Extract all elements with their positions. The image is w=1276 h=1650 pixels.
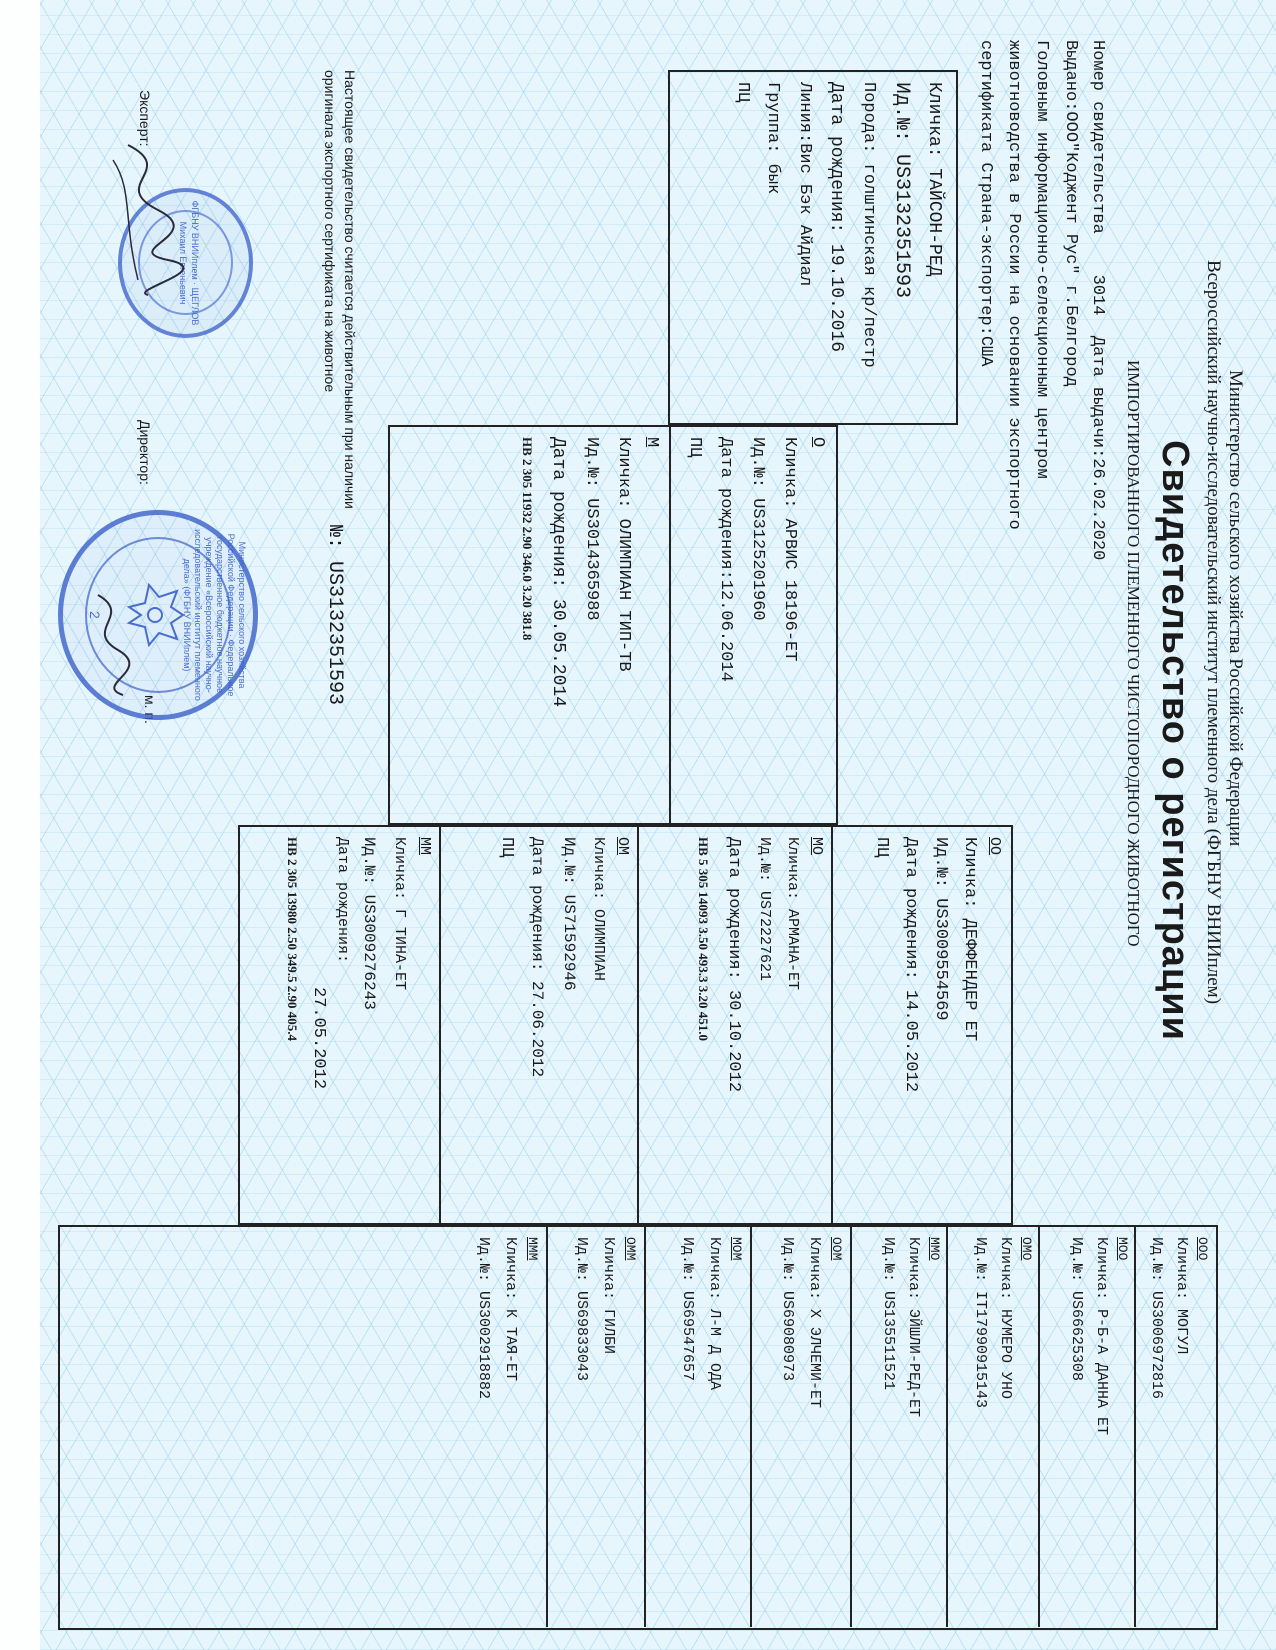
body-line-3: сертификата Страна-экспортер:США	[976, 40, 995, 367]
oo-pts: ПЦ	[872, 837, 891, 858]
sire-id: Ид.№: US3125201960	[748, 437, 767, 621]
sire-name: Кличка: АРВИС 18196-ЕТ	[780, 437, 799, 662]
sire-birth-date: Дата рождения:12.06.2014	[716, 437, 735, 682]
sire-code: О	[808, 437, 827, 448]
gen3-id: Ид.№: IT17990915143	[972, 1237, 989, 1409]
gp-divider-2	[637, 827, 639, 1223]
animal-id: Ид.№: US3132351593	[890, 82, 913, 299]
mm-birth-date: 27.05.2012	[309, 987, 328, 1090]
mm-code: ММ	[416, 837, 433, 856]
parents-box	[388, 425, 838, 825]
om-birth-date: Дата рождения: 27.06.2012	[528, 837, 546, 1078]
gen3-id: Ид.№: US69547657	[679, 1237, 696, 1382]
mm-birth-date-label: Дата рождения:	[334, 837, 351, 964]
gen3-name: Кличка: МОГУЛ	[1173, 1237, 1190, 1355]
gen3-divider	[644, 1227, 646, 1627]
gen3-name: Кличка: Х ЭЛЧЕМИ-ЕТ	[806, 1237, 823, 1409]
dam-name: Кличка: ОЛИМПИАН ТИП-ТВ	[614, 437, 633, 672]
certificate-number-line	[1085, 40, 1110, 560]
gen3-name: Кличка: К ТАЯ-ЕТ	[502, 1237, 519, 1382]
ministry-heading: Министерство сельского хозяйства Российской Федерации	[1225, 370, 1246, 847]
gen3-divider	[1038, 1227, 1040, 1627]
dam-birth-date: Дата рождения: 30.05.2014	[548, 437, 568, 708]
gen3-divider	[850, 1227, 852, 1627]
expert-stamp-text: ФГБНУ ВНИИплем · ЩЕГЛОВ Михаил Евгеньевич	[178, 200, 200, 326]
gen3-id: Ид.№: US69080973	[779, 1237, 796, 1382]
certificate-number-label: Номер свидетельства	[1088, 40, 1107, 234]
gen3-divider	[946, 1227, 948, 1627]
validity-line-1: Настоящее свидетельство считается действительным при наличии	[342, 70, 358, 509]
certificate-number: 3014	[1088, 274, 1107, 316]
official-stamp-number: 2	[87, 611, 103, 619]
parents-divider	[669, 427, 671, 823]
great-grandparents-box	[58, 1225, 1218, 1630]
director-signature-icon	[78, 590, 138, 700]
gen3-item-5	[673, 1237, 746, 1390]
animal-line: Линия:Вис Бэк Айдиал	[795, 82, 814, 287]
certificate-sheet	[28, 30, 1258, 1630]
mo-name: Кличка: АРМАНА-ЕТ	[784, 837, 801, 991]
gen3-code: ММО	[927, 1237, 942, 1261]
gen3-code: ОММ	[623, 1237, 638, 1261]
mo-production: НВ 5 305 14093 3.50 493.3 3.20 451.0	[696, 837, 711, 1042]
official-stamp-ring-text: Министерство сельского хозяйства Российской Федерации · Федеральное государственное бюджетное научное учреждение «Всероссийский научно-исследовательский институт племенного дела» (ФГБНУ ВНИИплем)	[182, 529, 247, 701]
gen3-item-2	[967, 1237, 1036, 1408]
om-pts: ПЦ	[497, 837, 516, 858]
oo-section	[867, 837, 1005, 1092]
gen3-code: МОМ	[729, 1237, 744, 1261]
oo-code: ОО	[986, 837, 1003, 856]
gen3-name: Кличка: ЭЙШЛИ-РЕД-ЕТ	[905, 1237, 922, 1418]
validity-number: №: US3132351593	[323, 525, 346, 706]
animal-box	[668, 70, 958, 425]
animal-birth-date: Дата рождения: 19.10.2016	[826, 82, 846, 353]
gen3-code: МММ	[525, 1237, 540, 1261]
mo-section	[689, 837, 827, 1092]
dam-section	[513, 437, 664, 707]
om-id: Ид.№: US71592946	[560, 837, 578, 991]
oo-name: Кличка: ДЕФФЕНДЕР ЕТ	[960, 837, 979, 1042]
gen3-id: Ид.№: US69833043	[573, 1237, 590, 1382]
expert-signature-icon	[98, 140, 188, 300]
gen3-divider	[546, 1227, 548, 1627]
dam-code: М	[642, 437, 661, 448]
gen3-item-3	[875, 1237, 944, 1417]
gen3-id: Ид.№: US3002918882	[475, 1237, 492, 1400]
animal-breed: Порода: голштинская кр/пестр	[859, 82, 878, 368]
gen3-name: Кличка: Л-М Д ОДА	[706, 1237, 723, 1391]
gen3-name: Кличка: ГИЛБИ	[600, 1237, 617, 1355]
dam-production: НВ 2 305 11932 2.90 346.0 3.20 381.8	[520, 437, 535, 641]
gen3-id: Ид.№: US135511521	[880, 1237, 897, 1391]
body-line-2: животноводства в России на основании экспортного	[1004, 40, 1023, 530]
gen3-code: ООМ	[829, 1237, 844, 1261]
grandparents-box	[238, 825, 1013, 1225]
gen3-code: ООО	[1195, 1237, 1210, 1261]
page-subtitle: ИМПОРТИРОВАННОГО ПЛЕМЕННОГО ЧИСТОПОРОДНОГО ЖИВОТНОГО	[1124, 360, 1143, 947]
gen3-item-7	[469, 1237, 542, 1399]
mo-id: Ид.№: US72227621	[756, 837, 773, 982]
dam-id: Ид.№: US3014365988	[582, 437, 601, 621]
mm-section	[279, 837, 435, 1089]
om-section	[491, 837, 633, 1077]
gen3-name: Кличка: Р-Б-А ДАННА ЕТ	[1093, 1237, 1110, 1436]
director-signature-mark: м. п.	[142, 695, 158, 724]
gen3-item-4	[773, 1237, 846, 1408]
om-name: Кличка: ОЛИМПИАН	[590, 837, 607, 982]
mo-code: МО	[808, 837, 825, 856]
institute-heading: Всероссийский научно-исследовательский институт племенного дела (ФГБНУ ВНИИплем)	[1203, 260, 1224, 1005]
issue-date: 26.02.2020	[1088, 458, 1107, 561]
oo-id: Ид.№: US3009554569	[931, 837, 950, 1021]
gp-divider-3	[439, 827, 441, 1223]
issue-date-label: Дата выдачи:	[1088, 335, 1107, 459]
sire-section	[679, 437, 830, 682]
gen3-code: ОМО	[1019, 1237, 1034, 1261]
animal-pts: ПЦ	[733, 82, 752, 103]
gen3-item-6	[567, 1237, 640, 1381]
oo-birth-date: Дата рождения: 14.05.2012	[901, 837, 920, 1093]
animal-group: Группа: бык	[763, 82, 782, 195]
gen3-code: МОО	[1115, 1237, 1130, 1261]
issued-to: Выдано:ООО"Коджент Рус" г.Белгород	[1061, 40, 1080, 387]
gen3-name: Кличка: НУМЕРО УНО	[997, 1237, 1014, 1400]
mm-id: Ид.№: US3009276243	[360, 837, 378, 1010]
page-title: Свидетельство о регистрации	[1154, 440, 1196, 1042]
director-label: Директор:	[137, 420, 153, 485]
expert-label: Эксперт:	[137, 90, 153, 147]
gen3-divider	[1134, 1227, 1136, 1627]
mo-birth-date: Дата рождения: 30.10.2012	[724, 837, 743, 1093]
gen3-item-0	[1143, 1237, 1212, 1399]
validity-line-2: оригинала экспортного сертификата на животное	[322, 70, 338, 393]
gen3-id: Ид.№: US66625308	[1068, 1237, 1085, 1382]
om-code: ОМ	[614, 837, 631, 856]
animal-name: Кличка: ТАЙСОН-РЕД	[924, 82, 944, 277]
mm-name: Кличка: Г ТИНА-ЕТ	[391, 837, 408, 991]
gen3-id: Ид.№: US3006972816	[1148, 1237, 1165, 1400]
mm-production: НВ 2 305 13980 2.50 349.5 2.90 405.4	[285, 837, 300, 1042]
gp-divider-1	[831, 827, 833, 1223]
body-line-1: Головным информационно-селекционным центром	[1032, 40, 1051, 479]
gen3-item-1	[1063, 1237, 1132, 1435]
gen3-divider	[750, 1227, 752, 1627]
sire-pts: ПЦ	[685, 437, 704, 458]
